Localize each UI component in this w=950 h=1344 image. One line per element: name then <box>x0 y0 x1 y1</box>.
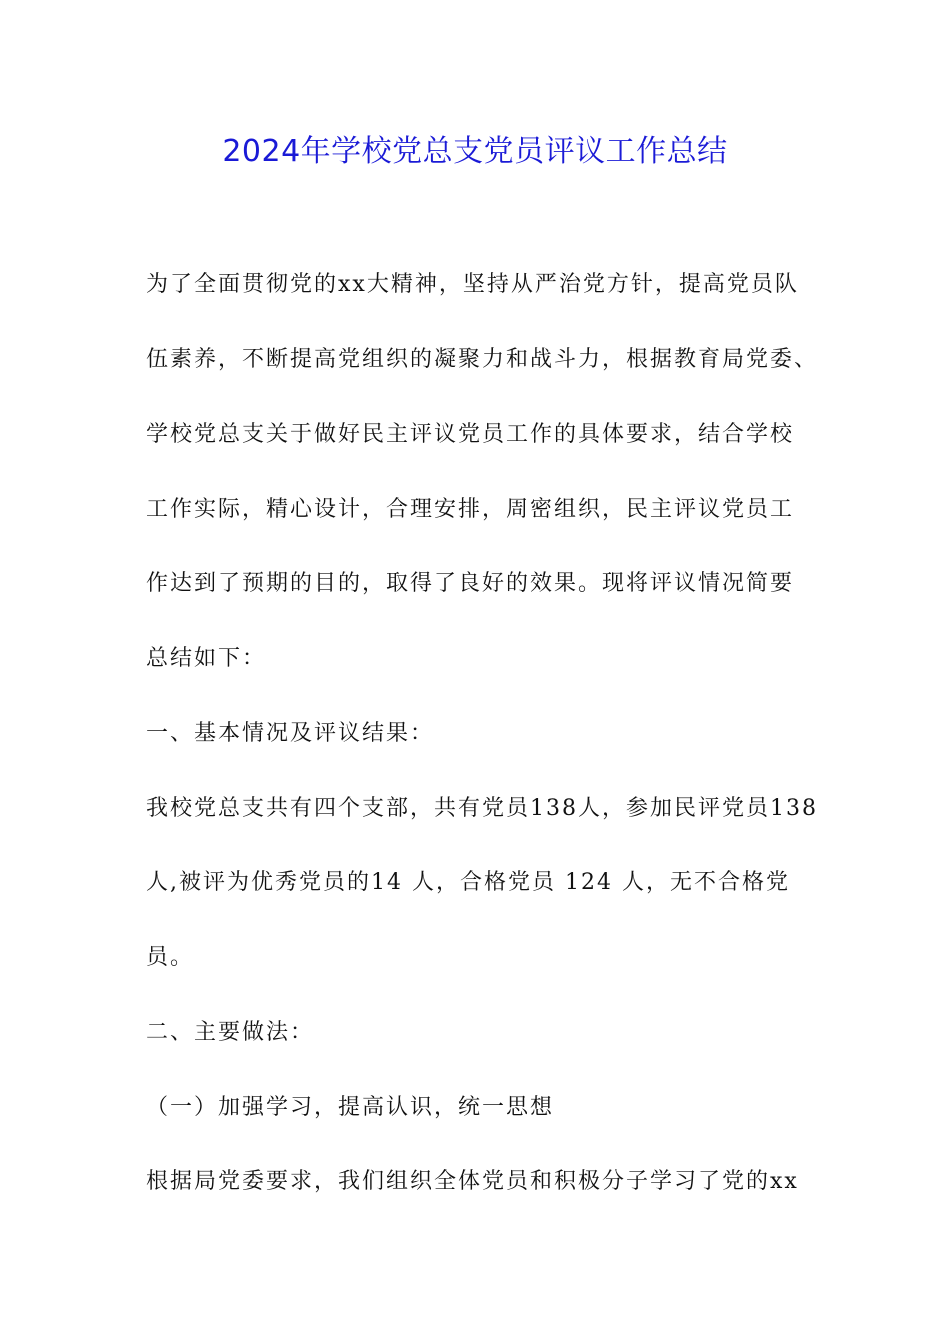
paragraph-results-line-1: 我校党总支共有四个支部，共有党员138人，参加民评党员138 <box>146 796 818 821</box>
paragraph-intro-line-3: 学校党总支关于做好民主评议党员工作的具体要求，结合学校 <box>146 422 795 447</box>
paragraph-results-line-2: 人,被评为优秀党员的14 人，合格党员 124 人，无不合格党 <box>146 870 790 895</box>
paragraph-study-line-1: 根据局党委要求，我们组织全体党员和积极分子学习了党的xx <box>146 1169 799 1194</box>
section-heading-basic-situation: 一、基本情况及评议结果： <box>146 721 435 746</box>
paragraph-intro-line-1: 为了全面贯彻党的xx大精神，坚持从严治党方针，提高党员队 <box>146 272 799 297</box>
paragraph-intro-line-5: 作达到了预期的目的，取得了良好的效果。现将评议情况简要 <box>146 571 795 596</box>
subsection-heading-study: （一）加强学习，提高认识，统一思想 <box>146 1095 555 1120</box>
document-title: 2024年学校党总支党员评议工作总结 <box>222 134 728 169</box>
paragraph-intro-line-4: 工作实际，精心设计，合理安排，周密组织，民主评议党员工 <box>146 497 795 522</box>
paragraph-intro-line-2: 伍素养，不断提高党组织的凝聚力和战斗力，根据教育局党委、 <box>146 347 819 372</box>
paragraph-results-line-3: 员。 <box>146 945 195 970</box>
paragraph-intro-line-6: 总结如下： <box>146 646 267 671</box>
section-heading-main-practices: 二、主要做法： <box>146 1020 315 1045</box>
